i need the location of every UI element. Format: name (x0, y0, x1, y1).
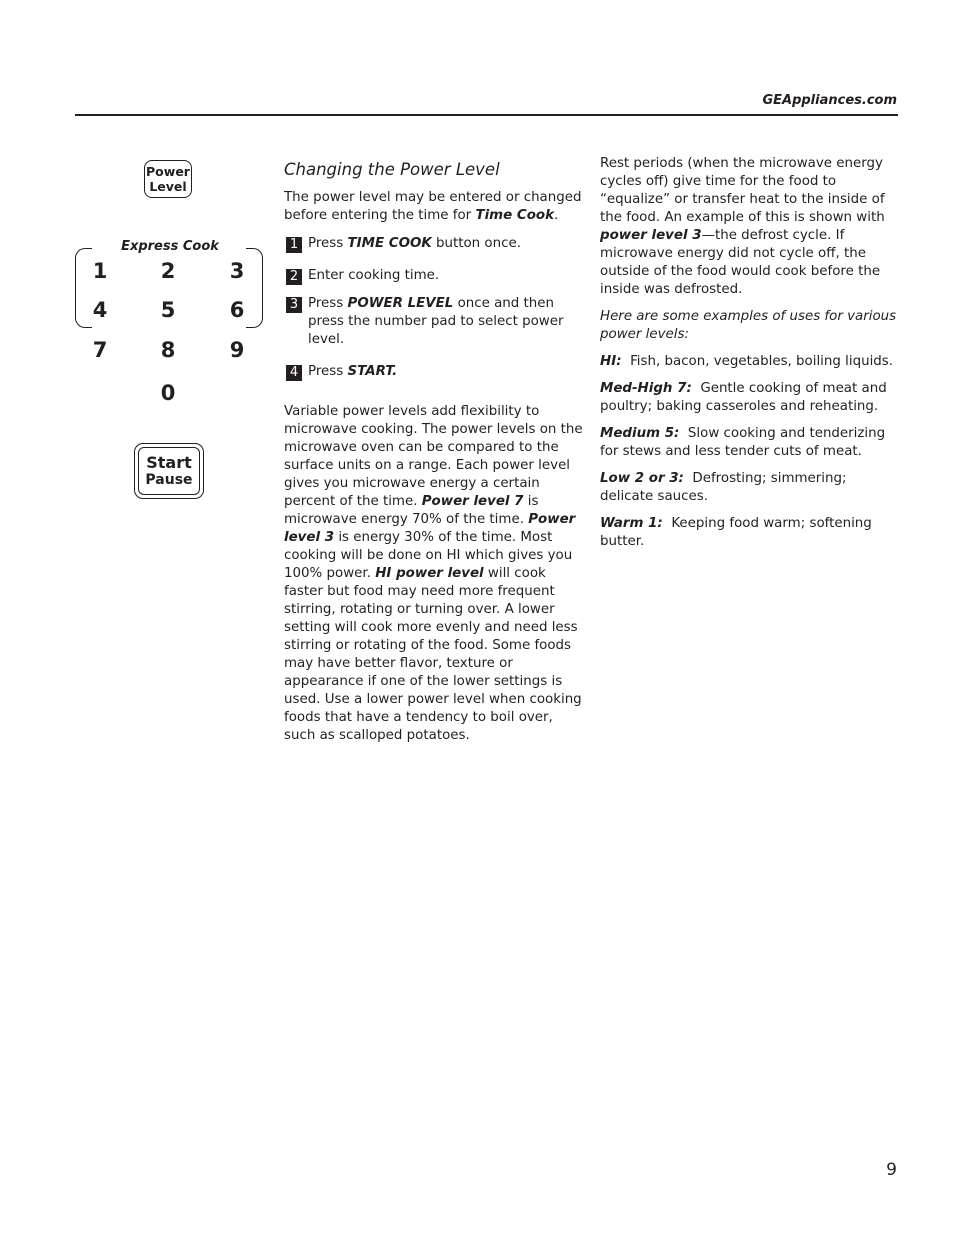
variable-power-paragraph (284, 403, 584, 745)
level-label: HI: (600, 354, 622, 369)
key-6: 6 (229, 298, 245, 322)
rest-bold: power level 3 (600, 228, 702, 243)
level-desc: Fish, bacon, vegetables, boiling liquids. (630, 354, 894, 369)
step-number: 4 (286, 365, 302, 381)
power-level-button (144, 160, 192, 198)
key-9: 9 (229, 338, 245, 362)
step-text: Press (308, 296, 348, 311)
variable-bold-2: Power level 3 (284, 512, 576, 545)
level-low (600, 470, 900, 506)
keypad-illustration (70, 155, 270, 515)
rest-paragraph (600, 155, 900, 299)
variable-text: will cook faster but food may need more frequent stirring, rotating or turning over. A lower setting will cook more evenly and need less stirring or rotating of the food. Some foods may have better flavor, texture or appearance if one of the lower settings is used. Use a lower power level when cooking foods that have a tendency to boil over, such as scalloped potatoes. (284, 566, 582, 743)
key-1: 1 (92, 259, 108, 283)
step-number: 2 (286, 269, 302, 285)
step-1 (284, 235, 584, 253)
rest-text-end: —the defrost cycle. If microwave energy did not cycle off, the outside of the food would cook before the inside was defrosted. (600, 228, 881, 297)
key-3: 3 (229, 259, 245, 283)
step-bold: START. (347, 364, 398, 379)
level-desc: Keeping food warm; softening butter. (600, 516, 872, 549)
level-label: Warm 1: (600, 516, 663, 531)
level-label: Med-High 7: (600, 381, 692, 396)
step-4 (284, 363, 584, 381)
key-8: 8 (160, 338, 176, 362)
power-level-section (284, 160, 584, 745)
step-text-end: once and then press the number pad to select power level. (308, 296, 564, 347)
level-desc: Gentle cooking of meat and poultry; baking casseroles and reheating. (600, 381, 887, 414)
variable-text: is microwave energy 70% of the time. (284, 494, 539, 527)
section-title: Changing the Power Level (284, 160, 500, 179)
intro-time-cook: Time Cook (475, 208, 555, 223)
intro-paragraph (284, 189, 584, 225)
step-number: 1 (286, 237, 302, 253)
intro-end: . (554, 208, 559, 223)
level-desc: Defrosting; simmering; delicate sauces. (600, 471, 847, 504)
power-level-label-2: Level (149, 179, 187, 194)
level-label: Low 2 or 3: (600, 471, 684, 486)
level-medium (600, 425, 900, 461)
step-2 (284, 267, 584, 285)
power-level-label-1: Power (146, 164, 190, 179)
key-7: 7 (92, 338, 108, 362)
step-text: Press (308, 364, 348, 379)
key-5: 5 (160, 298, 176, 322)
level-label: Medium 5: (600, 426, 680, 441)
step-text: Press (308, 236, 348, 251)
site-url: GEAppliances.com (762, 93, 897, 108)
header-rule (75, 114, 898, 116)
step-bold: TIME COOK (347, 236, 432, 251)
level-med-high (600, 380, 900, 416)
rest-text: Rest periods (when the microwave energy cycles off) give time for the food to “equalize” or transfer heat to the inside of the food. An example of this is shown with (600, 156, 885, 225)
express-cook-label: Express Cook (121, 239, 219, 254)
page-number: 9 (886, 1160, 897, 1180)
step-number: 3 (286, 297, 302, 313)
examples-intro: Here are some examples of uses for various power levels: (600, 309, 897, 342)
key-4: 4 (92, 298, 108, 322)
step-bold: POWER LEVEL (347, 296, 454, 311)
step-3 (284, 295, 584, 349)
intro-text: The power level may be entered or changed before entering the time for (284, 190, 582, 223)
level-hi (600, 353, 900, 371)
key-2: 2 (160, 259, 176, 283)
start-pause-inner (138, 447, 200, 495)
variable-text: Variable power levels add flexibility to microwave cooking. The power levels on the microwave oven can be compared to the surface units on a range. Each power level gives you microwave energy a certain percent of the time. (284, 404, 583, 509)
step-text: Enter cooking time. (308, 268, 440, 283)
pause-label: Pause (145, 471, 193, 488)
key-0: 0 (160, 381, 176, 405)
step-text-end: button once. (431, 236, 521, 251)
rest-periods-section (600, 155, 900, 560)
variable-bold-1: Power level 7 (421, 494, 524, 509)
variable-bold-3: HI power level (375, 566, 484, 581)
start-label: Start (146, 452, 192, 472)
level-warm (600, 515, 900, 551)
level-desc: Slow cooking and tenderizing for stews and less tender cuts of meat. (600, 426, 886, 459)
start-pause-button (134, 443, 204, 499)
variable-text: is energy 30% of the time. Most cooking will be done on HI which gives you 100% power. (284, 530, 573, 581)
